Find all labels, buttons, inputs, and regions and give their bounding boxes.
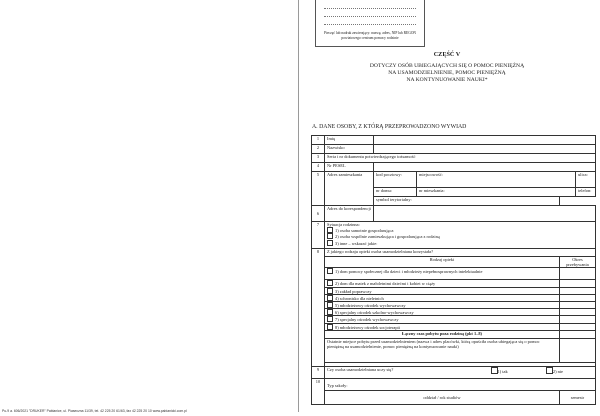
stamp-caption: Pieczęć lub nadruk zawierający: nazwę, adres, NIP lub REGON powiatowego centrum pomocy rodzinie	[323, 31, 417, 40]
care-period-field[interactable]	[559, 309, 595, 316]
stamp-box	[315, 0, 425, 47]
care-period-field[interactable]	[559, 323, 595, 330]
checkbox[interactable]	[327, 268, 333, 274]
row-number: 4	[312, 163, 325, 172]
form-row-school	[312, 378, 596, 390]
checkbox[interactable]	[491, 367, 498, 374]
row-number: 6	[312, 206, 325, 222]
care-option-row	[312, 323, 596, 330]
checkbox[interactable]	[327, 280, 333, 286]
field-label: telefon:	[578, 188, 592, 193]
care-period-field[interactable]	[559, 316, 595, 323]
semester-label: semestr	[570, 394, 585, 400]
family-situation-cell	[325, 222, 596, 249]
care-option[interactable]: 3) zakład poprawczy	[325, 287, 560, 294]
subtitle	[360, 63, 534, 85]
row-number: 10	[312, 378, 325, 404]
learning-cell	[325, 366, 596, 378]
printer-footer: Pu-9 a. 606/2021 "DRUKER" Pabianice, ul. Piaseczna 11/39, tel. 42 225 20 61/63, fax 42 225 20 10 www.pabianicki.com.pl	[2, 409, 187, 413]
first-name-field[interactable]	[374, 136, 596, 145]
care-option[interactable]: 1) dom pomocy społecznej dla dzieci i młodzieży niepełnosprawnych intelektualnie	[325, 268, 560, 280]
row-label: Adres zamieszkania	[325, 172, 374, 206]
care-option-row	[312, 294, 596, 301]
interview-form-table	[311, 135, 596, 405]
subtitle-line: DOTYCZY OSÓB UBIEGAJĄCYCH SIĘ O POMOC PIENIĘŻNĄ	[369, 63, 525, 69]
surname-field[interactable]	[374, 145, 596, 154]
form-row-family-situation	[312, 222, 596, 249]
pesel-field[interactable]	[374, 163, 596, 172]
checkbox[interactable]	[327, 309, 333, 315]
row-number: 3	[312, 154, 325, 163]
row-number: 5	[312, 172, 325, 206]
subtitle-line: NA USAMODZIELNIENIE, POMOC PIENIĘŻNĄ	[388, 70, 506, 77]
checkbox[interactable]	[327, 233, 333, 239]
checkbox[interactable]	[546, 367, 553, 374]
form-row-school-2	[312, 390, 596, 404]
field-label: nr domu:	[376, 188, 392, 193]
col-care-period: Okres przebywania	[559, 257, 595, 268]
care-period-field[interactable]	[559, 294, 595, 301]
part-title: CZĘŚĆ V	[433, 51, 461, 58]
checkbox[interactable]	[327, 324, 333, 330]
checkbox[interactable]	[327, 295, 333, 301]
learning-no[interactable]: 2) nie	[552, 368, 563, 374]
row-number: 2	[312, 145, 325, 154]
care-option-row	[312, 316, 596, 323]
checkbox[interactable]	[327, 316, 333, 322]
learning-options	[489, 367, 563, 374]
checkbox[interactable]	[327, 227, 333, 233]
last-place-label: Ostatnie miejsce pobytu przed usamodzielnieniem (nazwa i adres placówki, którą opuściła osoba ubiegająca się o pomoc pieniężną na usamodzielnienie, pomoc pieniężną na kontynuowanie nauki)	[325, 338, 560, 362]
care-period-field[interactable]	[559, 287, 595, 294]
form-row-first-name	[312, 136, 596, 145]
col-care-type: Rodzaj opieki	[325, 257, 560, 268]
form-row-address	[312, 172, 596, 188]
row-label: Sytuacja rodzinna:	[327, 222, 360, 227]
form-row-learning	[312, 366, 596, 378]
care-option-row	[312, 268, 596, 280]
care-option-row	[312, 302, 596, 309]
checkbox[interactable]	[327, 302, 333, 308]
house-number-field[interactable]	[374, 188, 417, 197]
last-place-field[interactable]	[559, 338, 595, 362]
form-row-surname	[312, 145, 596, 154]
checkbox[interactable]	[327, 288, 333, 294]
field-label: ulica:	[578, 172, 588, 177]
phone-field[interactable]	[576, 188, 596, 197]
section-a-title: A. DANE OSOBY, Z KTÓRĄ PRZEPROWADZONO WYWIAD	[312, 124, 467, 130]
form-row-document	[312, 154, 596, 163]
city-field[interactable]	[417, 172, 576, 188]
field-label: miejscowość:	[419, 172, 443, 177]
row-label: Czy osoba usamodzielniana uczy się?	[327, 366, 394, 372]
form-row-care-type	[312, 249, 596, 257]
learning-yes[interactable]: 1) tak	[497, 368, 508, 374]
class-field[interactable]	[325, 390, 560, 404]
row-number: 1	[312, 136, 325, 145]
care-question: Z jakiego rodzaju opieki osoba usamodzielniana korzystała?	[325, 249, 596, 257]
row-number: 8	[312, 249, 325, 367]
territorial-symbol-field[interactable]	[374, 197, 560, 206]
row-label: Adres do korespondencji	[325, 206, 374, 222]
form-row-correspondence	[312, 206, 596, 222]
stamp-line	[324, 24, 416, 25]
family-option[interactable]: 3) inne – wskazać jakie:	[327, 240, 593, 246]
care-period-field[interactable]	[559, 280, 595, 287]
street-field[interactable]	[576, 172, 596, 188]
empty-cell	[559, 197, 595, 206]
row-label: Nazwisko	[325, 145, 374, 154]
correspondence-field[interactable]	[374, 206, 596, 222]
row-label: Typ szkoły:	[327, 382, 348, 388]
care-option[interactable]: 8) młodzieżowy ośrodek socjoterapii	[325, 323, 560, 330]
subtitle-line: NA KONTYNUOWANIE NAUKI*	[406, 77, 488, 84]
care-total-label: Łączny czas pobytu poza rodziną (pkt 1–8)	[325, 330, 560, 338]
page-divider	[298, 0, 299, 412]
school-type-field[interactable]	[325, 378, 596, 390]
care-option[interactable]: 7) specjalny ośrodek wychowawczy	[325, 316, 560, 323]
checkbox[interactable]	[327, 240, 333, 246]
stamp-line	[324, 16, 416, 17]
flat-number-field[interactable]	[417, 188, 576, 197]
document-field[interactable]	[325, 154, 596, 163]
form-row-pesel	[312, 163, 596, 172]
care-total-field[interactable]	[559, 330, 595, 338]
field-label: symbol terytorialny:	[376, 197, 412, 202]
care-option-row	[312, 287, 596, 294]
row-label: Imię	[325, 136, 374, 145]
field-label: kod pocztowy:	[376, 172, 402, 177]
care-option[interactable]: 2) dom dla matek z małoletnimi dziećmi i kobiet w ciąży	[325, 280, 560, 287]
care-option-row	[312, 280, 596, 287]
care-period-field[interactable]	[559, 268, 595, 280]
postal-code-field[interactable]	[374, 172, 417, 188]
care-period-field[interactable]	[559, 302, 595, 309]
row-number: 9	[312, 366, 325, 378]
semester-field[interactable]	[559, 390, 595, 404]
care-option-row	[312, 309, 596, 316]
row-number: 7	[312, 222, 325, 249]
row-label: Seria i nr dokumentu potwierdzającego tożsamość	[327, 154, 416, 159]
row-label: Nr PESEL	[325, 163, 374, 172]
care-header-row	[312, 257, 596, 268]
last-place-row	[312, 338, 596, 362]
family-option[interactable]: 2) osoba wspólnie zamieszkująca i gospodarująca z rodziną	[327, 233, 593, 239]
care-option[interactable]: 6) specjalny ośrodek szkolno-wychowawczy	[325, 309, 560, 316]
care-total-row	[312, 330, 596, 338]
class-label: oddział / rok studiów	[423, 394, 461, 400]
care-option[interactable]: 5) młodzieżowy ośrodek wychowawczy	[325, 302, 560, 309]
family-option[interactable]: 1) osoba samotnie gospodarująca	[327, 227, 593, 233]
field-label: nr mieszkania:	[419, 188, 445, 193]
stamp-line	[324, 8, 416, 9]
care-option[interactable]: 4) schronisko dla nieletnich	[325, 294, 560, 301]
